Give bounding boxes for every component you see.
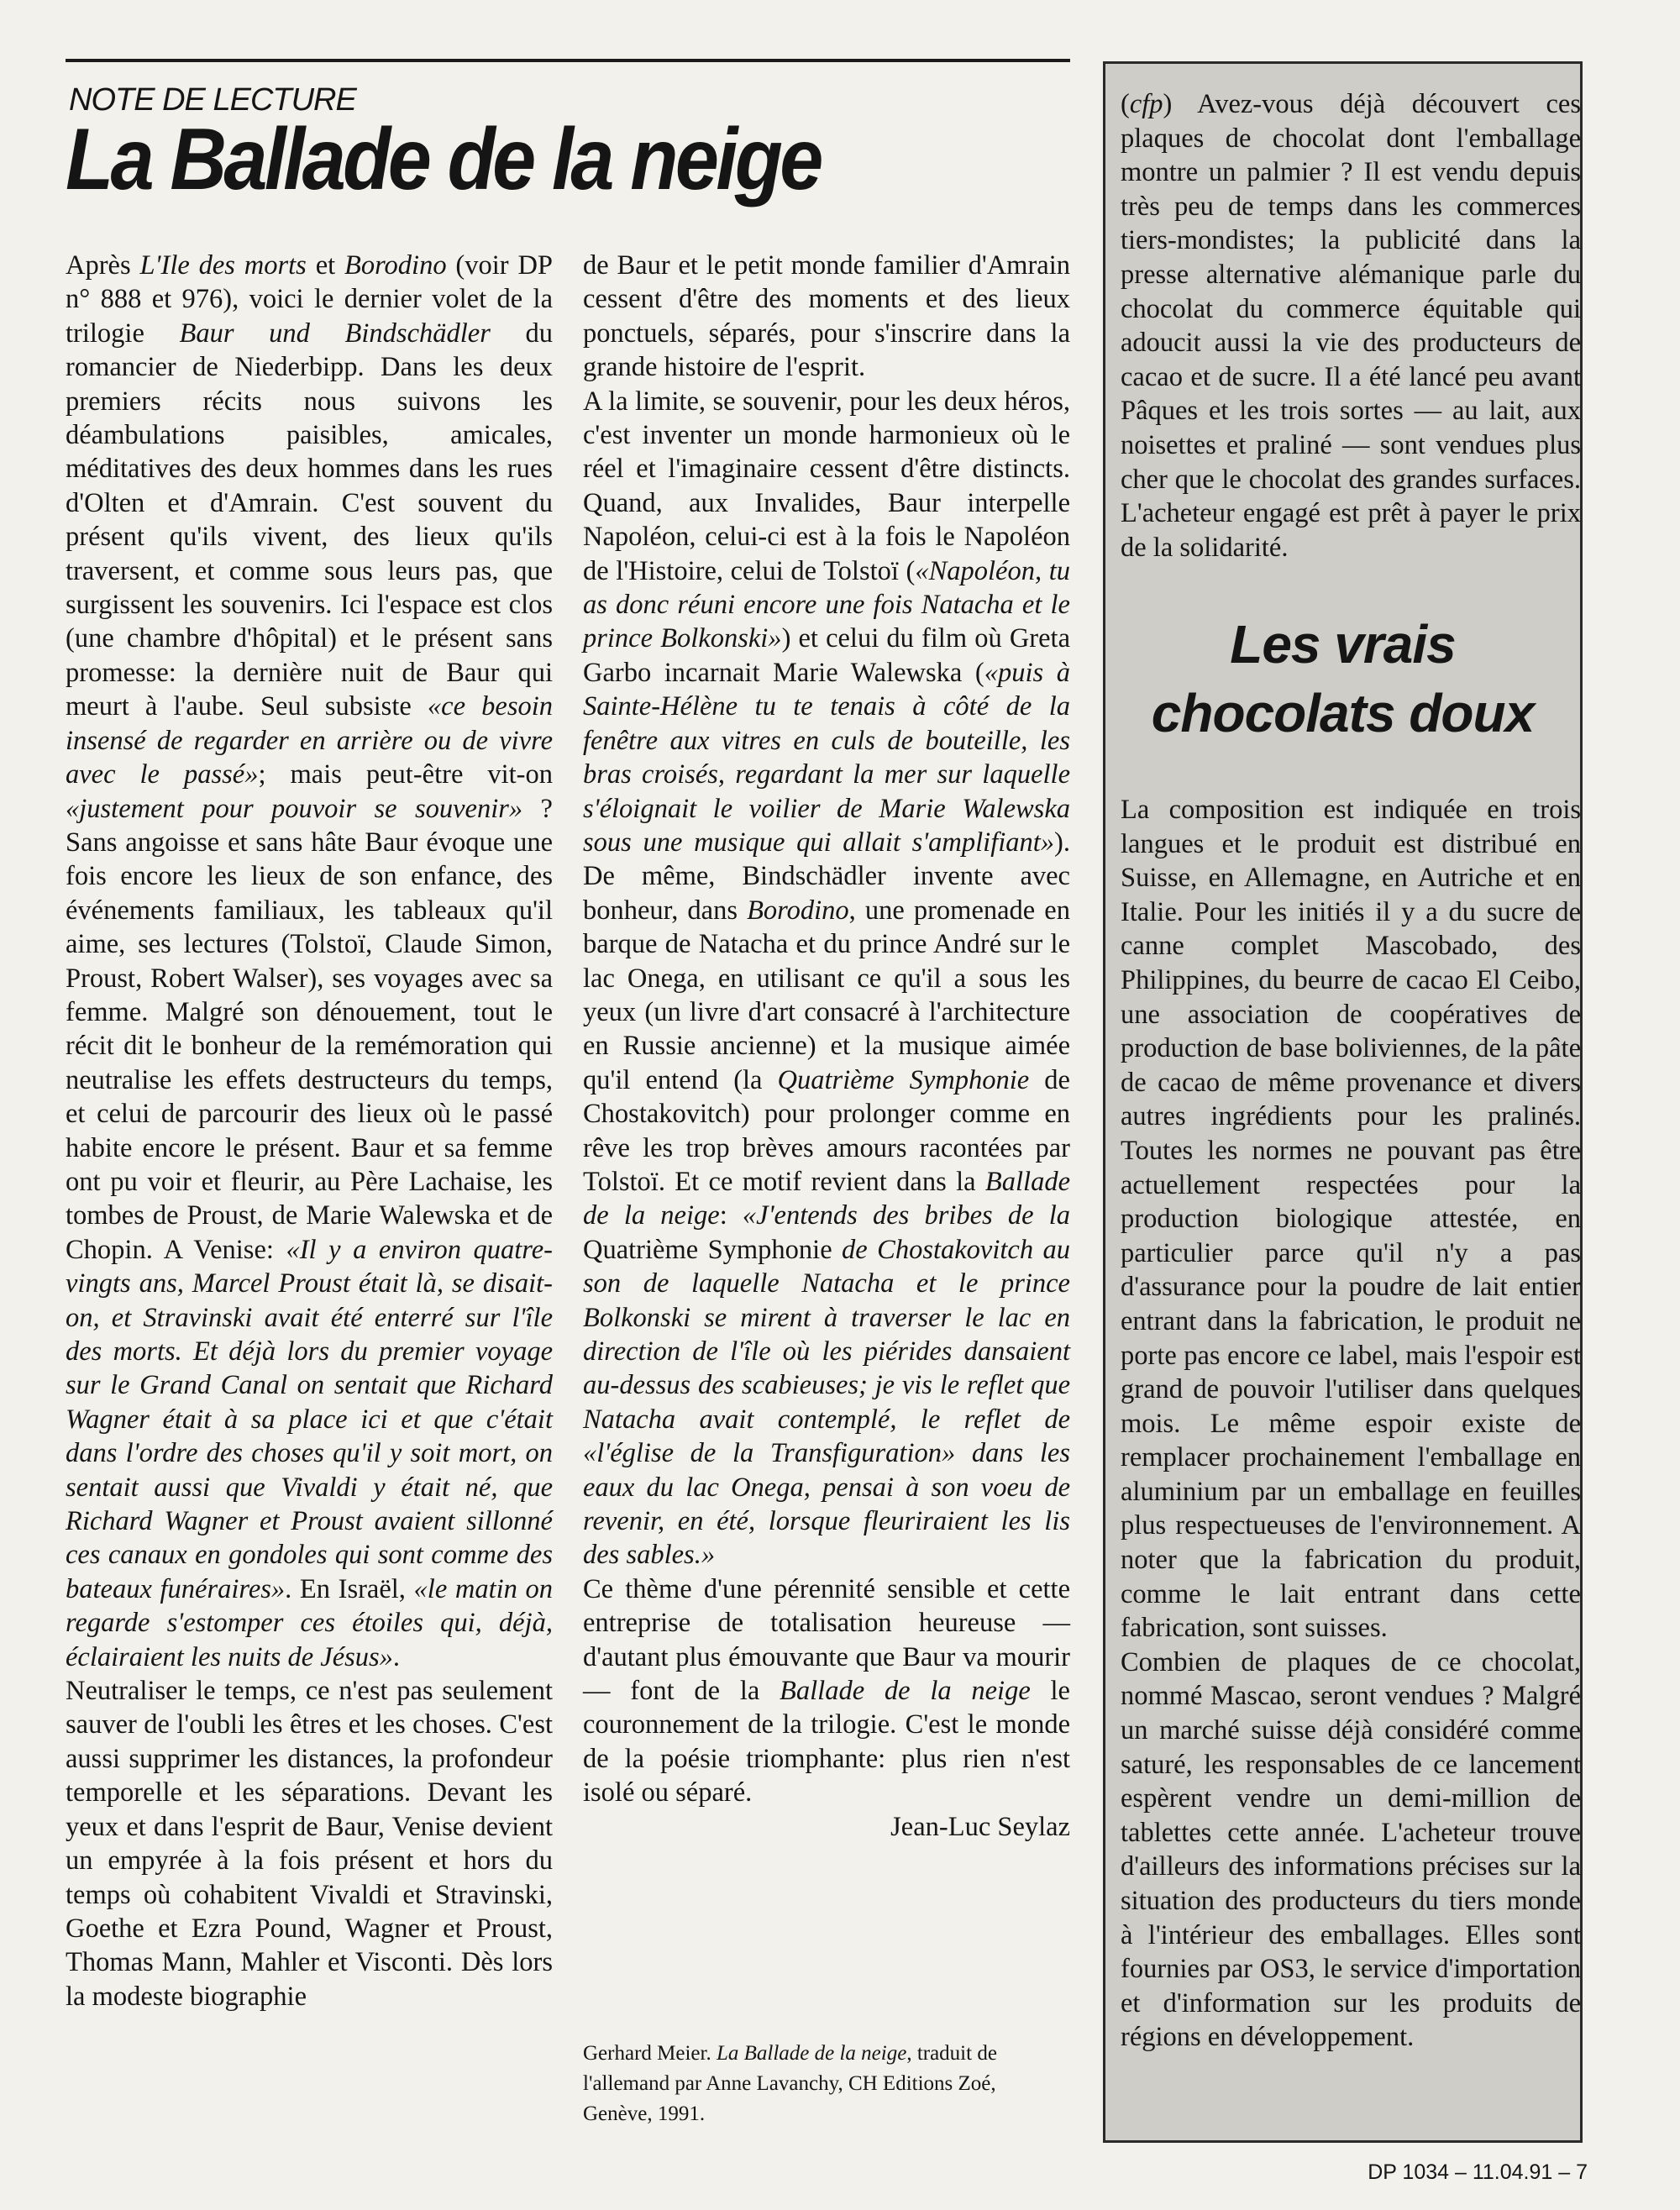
author-signature: Jean-Luc Seylaz: [890, 1811, 1070, 1842]
article-kicker: NOTE DE LECTURE: [69, 82, 356, 118]
paragraph: Neutraliser le temps, ce n'est pas seulement sauver de l'oubli les êtres et les choses. C'est aussi supprimer les distances, la profondeur temporelle et les séparations. Devant les yeux et dans l'esprit de Baur, Venise devient un empyrée à la fois présent et hors du temps où cohabitent Vivaldi et Stravinski, Goethe et Ezra Pound, Wagner et Proust, Thomas Mann, Mahler et Visconti. Dès lors la modeste biographie: [66, 1676, 553, 2012]
book-reference: Gerhard Meier. La Ballade de la neige, traduit de l'allemand par Anne Lavanchy, CH Editions Zoé, Genève, 1991.: [583, 2042, 997, 2125]
article-headline: La Ballade de la neige: [66, 111, 821, 208]
paragraph: La composition est indiquée en trois langues et le produit est distribué en Suisse, en Allemagne, en Autriche et en Italie. Pour les initiés il y a du sucre de canne complet Mascobado, des Philippines, du beurre de cacao El Ceibo, une association de coopératives de production de base boliviennes, de la pâte de cacao de même provenance et divers autres ingrédients pour les pralinés. Toutes les normes ne pouvant pas être actuellement respectées pour la production biologique attestée, en particulier parce qu'il n'y a pas d'assurance pour la poudre de lait entier entrant dans la fabrication, le produit ne porte pas encore ce label, mais l'espoir est grand de pouvoir l'utiliser dans quelques mois. Le même espoir existe de remplacer prochainement l'emballage en aluminium par un emballage en feuilles plus respectueuses de l'environnement. A noter que la fabrication du produit, comme le lait entrant dans cette fabrication, sont suisses.: [1121, 795, 1581, 1644]
article-column-1: [66, 249, 553, 2013]
sidebar-intro: [1121, 87, 1581, 564]
paragraph: Après L'Ile des morts et Borodino (voir DP n° 888 et 976), voici le dernier volet de la trilogie Baur und Bindschädler du romancier de Niederbipp. Dans les deux premiers récits nous suivons les déambulations paisibles, amicales, méditatives des deux hommes dans les rues d'Olten et d'Amrain. C'est souvent du présent qu'ils vivent, des lieux qu'ils traversent, et comme sous leurs pas, que surgissent les souvenirs. Ici l'espace est clos (une chambre d'hôpital) et le présent sans promesse: la dernière nuit de Baur qui meurt à l'aube. Seul subsiste «ce besoin insensé de regarder en arrière ou de vivre avec le passé»; mais peut-être vit-on «justement pour pouvoir se souvenir» ? Sans angoisse et sans hâte Baur évoque une fois encore les lieux de son enfance, des événements familiaux, les tableaux qu'il aime, ses lectures (Tolstoï, Claude Simon, Proust, Robert Walser), ses voyages avec sa femme. Malgré son dénouement, tout le récit dit le bonheur de la remémoration qui neutralise les effets destructeurs du temps, et celui de parcourir des lieux où le passé habite encore le présent. Baur et sa femme ont pu voir et fleurir, au Père Lachaise, les tombes de Proust, de Marie Walewska et de Chopin. A Venise: «Il y a environ quatre-vingts ans, Marcel Proust était là, se disait-on, et Stravinski avait été enterré sur l'île des morts. Et déjà lors du premier voyage sur le Grand Canal on sentait que Richard Wagner était à sa place ici et que c'était dans l'ordre des choses qu'il y soit mort, on sentait aussi que Vivaldi y était né, que Richard Wagner et Proust avaient sillonné ces canaux en gondoles qui sont comme des bateaux funéraires». En Israël, «le matin on regarde s'estomper ces étoiles qui, déjà, éclairaient les nuits de Jésus».: [66, 250, 554, 1672]
paragraph: (cfp) Avez-vous déjà découvert ces plaques de chocolat dont l'emballage montre un palmier ? Il est vendu depuis très peu de temps dans les commerces tiers-mondistes; la publicité dans la presse alternative alémanique parle du chocolat du commerce équitable qui adoucit aussi la vie des producteurs de cacao et de sucre. Il a été lancé peu avant Pâques et les trois sortes — au lait, aux noisettes et praliné — sont vendues plus cher que le chocolat des grandes surfaces. L'acheteur engagé est prêt à payer le prix de la solidarité.: [1121, 89, 1581, 563]
paragraph: Combien de plaques de ce chocolat, nommé Mascao, seront vendues ? Malgré un marché suisse déjà considéré comme saturé, les responsables de ce lancement espèrent vendre un demi-million de tablettes cette année. L'acheteur trouve d'ailleurs des informations précises sur la situation des producteurs du tiers monde à l'intérieur des emballages. Elles sont fournies par OS3, le service d'importation et d'information sur les produits de régions en développement.: [1121, 1646, 1581, 2053]
paragraph: de Baur et le petit monde familier d'Amrain cessent d'être des moments et des lieux ponctuels, séparés, pour s'inscrire dans la grande histoire de l'esprit.: [583, 250, 1070, 383]
page-footer: DP 1034 – 11.04.91 – 7: [1368, 2160, 1588, 2184]
sidebar-title: Les vrais chocolats doux: [1151, 614, 1535, 743]
paragraph: A la limite, se souvenir, pour les deux héros, c'est inventer un monde harmonieux où le réel et l'imaginaire cessent d'être distincts. Quand, aux Invalides, Baur interpelle Napoléon, celui-ci est à la fois le Napoléon de l'Histoire, celui de Tolstoï («Napoléon, tu as donc réuni encore une fois Natacha et le prince Bolkonski») et celui du film où Greta Garbo incarnait Marie Walewska («puis à Sainte-Hélène tu te tenais à côté de la fenêtre aux vitres en culs de bouteille, les bras croisés, regardant la mer sur laquelle s'éloignait le voilier de Marie Walewska sous une musique qui allait s'amplifiant»). De même, Bindschädler invente avec bonheur, dans Borodino, une promenade en barque de Natacha et du prince André sur le lac Onega, en utilisant ce qu'il a sous les yeux (un livre d'art consacré à l'architecture en Russie ancienne) et la musique aimée qu'il entend (la Quatrième Symphonie de Chostakovitch) pour prolonger comme en rêve les trop brèves amours racontées par Tolstoï. Et ce motif revient dans la Ballade de la neige: «J'entends des bribes de la Quatrième Symphonie de Chostakovitch au son de laquelle Natacha et le prince Bolkonski se mirent à traverser le lac en direction de l'île où les piérides dansaient au-dessus des scabieuses; je vis le reflet que Natacha avait contemplé, le reflet de «l'église de la Transfiguration» dans les eaux du lac Onega, pensai à son voeu de revenir, en été, lorsque fleuriraient les lis des sables.»: [583, 386, 1071, 1571]
paragraph: Ce thème d'une pérennité sensible et cette entreprise de totalisation heureuse — d'autant plus émouvante que Baur va mourir — font de la Ballade de la neige le couronnement de la trilogie. C'est le monde de la poésie triomphante: plus rien n'est isolé ou séparé.: [583, 1573, 1070, 1808]
sidebar-body: [1121, 793, 1581, 2055]
top-rule: [66, 59, 1070, 62]
article-column-2: [583, 249, 1070, 1844]
